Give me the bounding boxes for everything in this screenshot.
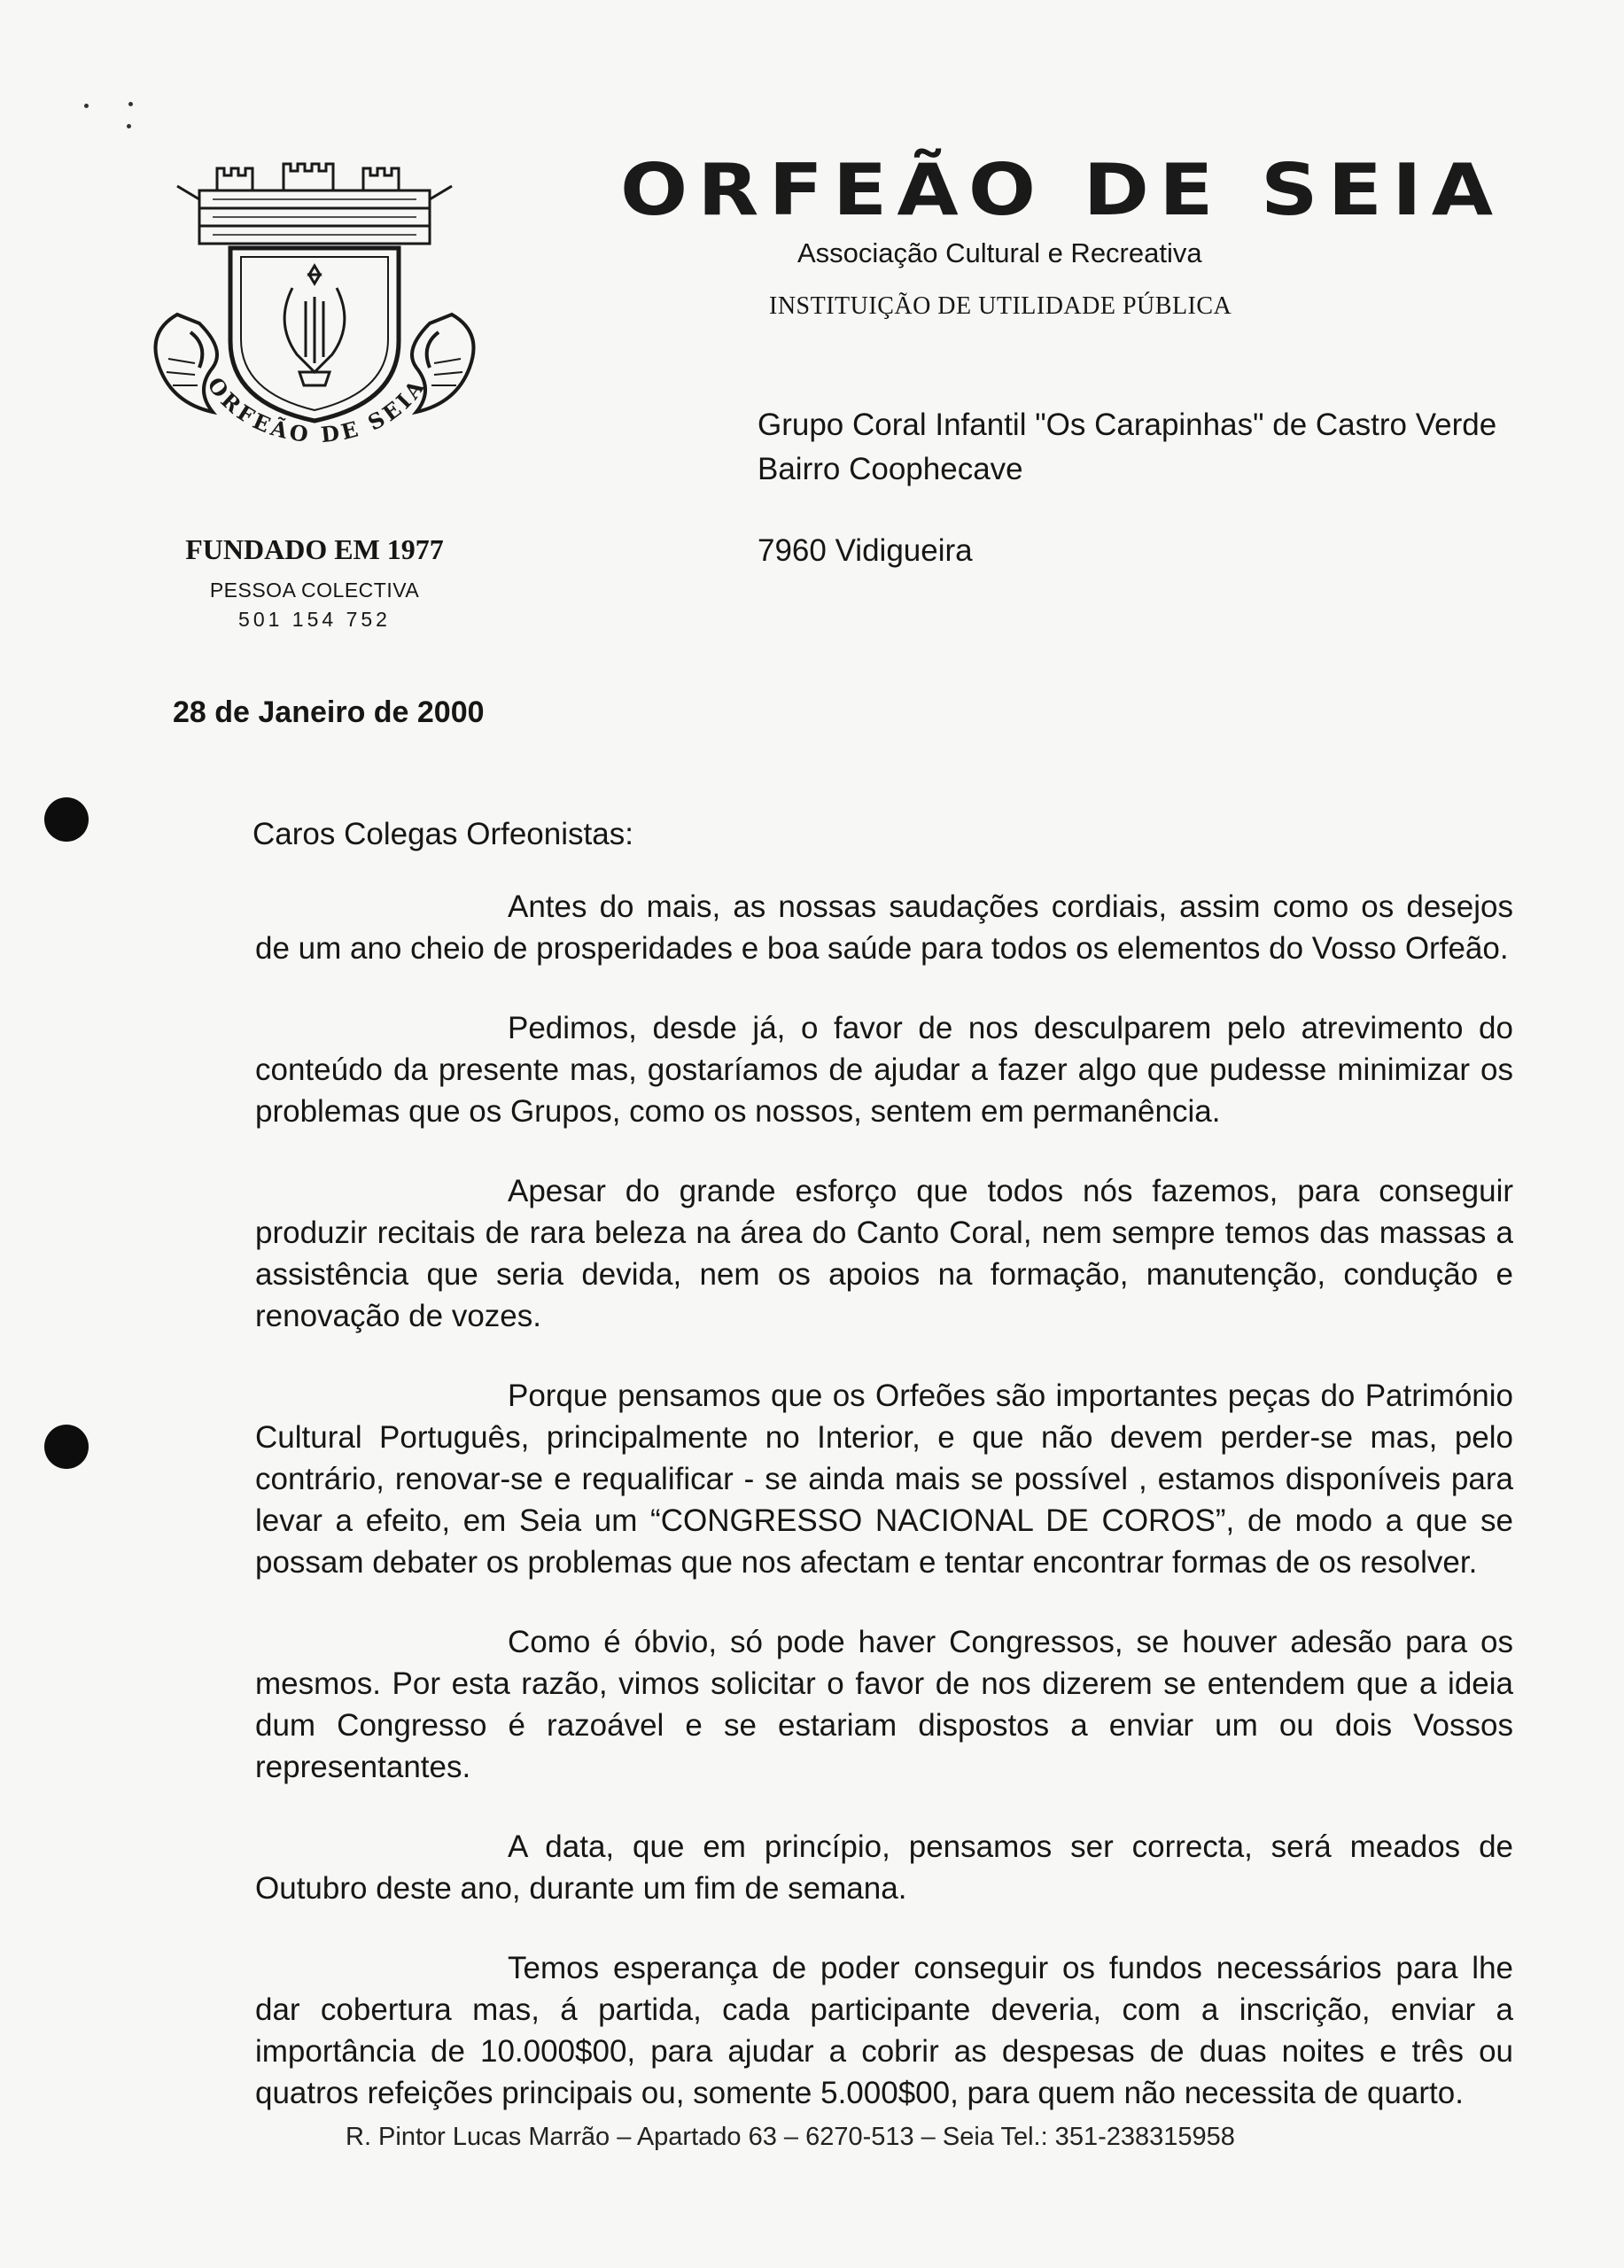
entity-number: 501 154 752 — [238, 608, 391, 631]
body-paragraph: Temos esperança de poder conseguir os fundos necessários para lhe dar cobertura mas, á partida, cada participante deveria, com a inscrição, enviar a importância de 10.000$00, para ajudar a cobrir as despesas de duas noites e três ou quatros refeições principais ou, somente 5.000$00, para quem não necessita de quarto. — [255, 1951, 1513, 2110]
crest-logo — [142, 155, 487, 474]
body-paragraph: Como é óbvio, só pode haver Congressos, se houver adesão para os mesmos. Por esta razão, vimos solicitar o favor de nos dizerem se entendem que a ideia dum Congresso é razoável e se estariam dispostos a enviar um ou dois Vossos representantes. — [255, 1625, 1513, 1784]
founded-block — [159, 533, 470, 632]
crest-text: ORFEÃO DE SEIA — [202, 372, 431, 448]
letter-date: 28 de Janeiro de 2000 — [173, 695, 485, 729]
punch-hole — [44, 797, 89, 842]
body-paragraph: Apesar do grande esforço que todos nós fazemos, para conseguir produzir recitais de rara beleza na área do Canto Coral, nem sempre temos das massas a assistência que seria devida, nem os apoios na formação, manutenção, condução e renovação de vozes. — [255, 1174, 1513, 1333]
recipient-line-1: Grupo Coral Infantil "Os Carapinhas" de Castro Verde — [758, 408, 1497, 442]
recipient-city: 7960 Vidigueira — [758, 533, 973, 568]
paper-speck — [128, 102, 133, 106]
founded-year: FUNDADO EM 1977 — [185, 533, 444, 565]
body-paragraph: Pedimos, desde já, o favor de nos desculparem pelo atrevimento do conteúdo da presente mas, gostaríamos de ajudar a fazer algo que pudesse minimizar os problemas que os Grupos, como os nossos, sentem em permanência. — [255, 1011, 1513, 1129]
recipient-line-2: Bairro Coophecave — [758, 452, 1023, 486]
entity-label: PESSOA COLECTIVA — [209, 579, 420, 602]
org-subtitle: Associação Cultural e Recreativa — [797, 237, 1202, 268]
letter-salutation: Caros Colegas Orfeonistas: — [253, 817, 633, 851]
letter-body — [255, 886, 1513, 2152]
footer-address: R. Pintor Lucas Marrão – Apartado 63 – 6270-513 – Seia Tel.: 351-238315958 — [346, 2123, 1235, 2151]
org-institution: INSTITUIÇÃO DE UTILIDADE PÚBLICA — [769, 292, 1232, 320]
paper-speck — [127, 124, 131, 128]
body-paragraph: A data, que em princípio, pensamos ser correcta, será meados de Outubro deste ano, durante um fim de semana. — [255, 1829, 1513, 1906]
body-paragraph: Antes do mais, as nossas saudações cordiais, assim como os desejos de um ano cheio de prosperidades e boa saúde para todos os elementos do Vosso Orfeão. — [255, 889, 1513, 966]
body-paragraph: Porque pensamos que os Orfeões são importantes peças do Património Cultural Português, principalmente no Interior, e que não devem perder-se mas, pelo contrário, renovar-se e requalificar - se ainda mais se possível , estamos disponíveis para levar a efeito, em Seia um “CONGRESSO NACIONAL DE COROS”, de modo a que se possam debater os problemas que nos afectam e tentar encontrar formas de os resolver. — [255, 1379, 1513, 1580]
paper-speck — [84, 104, 89, 108]
punch-hole — [44, 1425, 89, 1469]
recipient-address — [758, 403, 1496, 573]
org-name: ORFEÃO DE SEIA — [620, 149, 1504, 231]
